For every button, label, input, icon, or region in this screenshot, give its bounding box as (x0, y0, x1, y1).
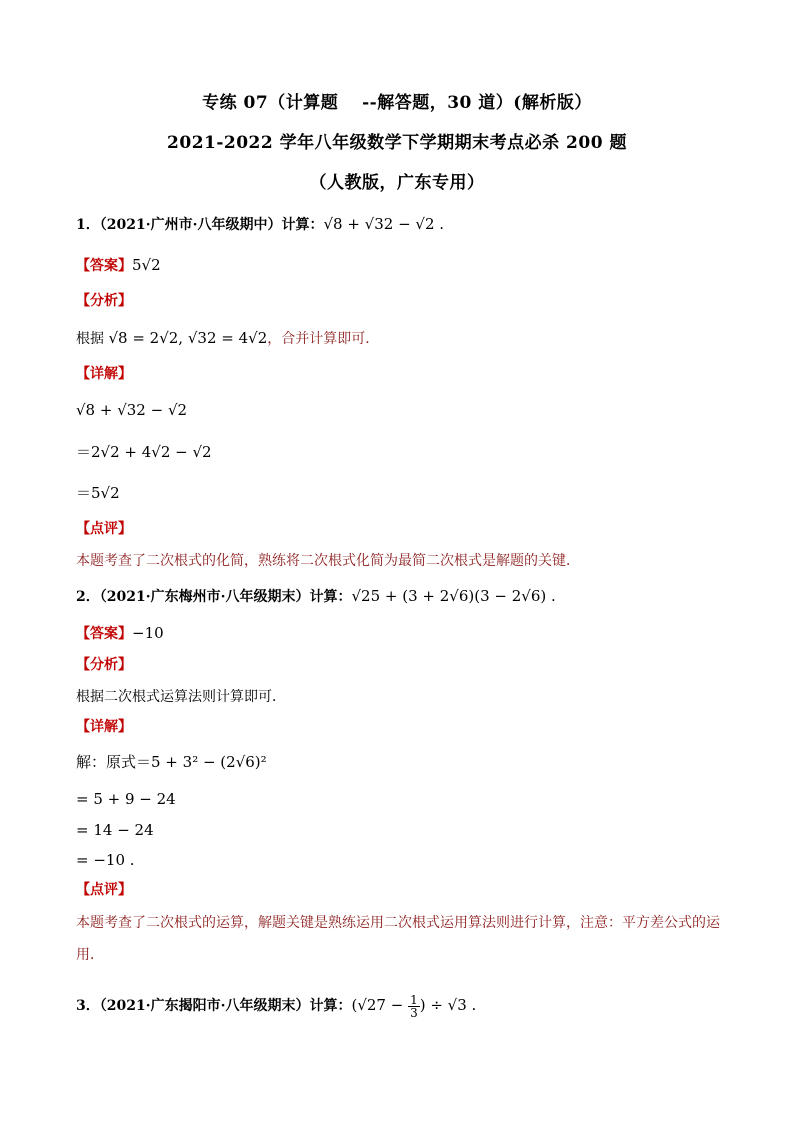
problem-2-step-3: = 14 − 24 (76, 821, 154, 839)
answer-label: 【答案】 (76, 626, 132, 642)
problem-2-question (76, 586, 556, 607)
header-title-line1: 专练 07（计算题 --解答题，30 道）(解析版） (202, 93, 592, 113)
problem-expression: √8 + √32 − √2 . (323, 215, 445, 233)
problem-1-step-2: ＝2√2 + 4√2 − √2 (76, 443, 212, 461)
problem-1-answer (76, 255, 161, 276)
analysis-math: √8 = 2√2, √32 = 4√2 (108, 329, 268, 347)
problem-1-detail-label: 【详解】 (76, 366, 132, 382)
problem-2-detail-label: 【详解】 (76, 719, 132, 735)
answer-value: 5√2 (132, 256, 161, 274)
problem-source: （2021·广东梅州市·八年级期末）计算： (99, 589, 352, 605)
analysis-suffix: ，合并计算即可． (267, 331, 380, 347)
problem-2-analysis: 根据二次根式运算法则计算即可． (76, 689, 286, 705)
problem-1-step-1: √8 + √32 − √2 (76, 401, 188, 419)
problem-source: （2021·广州市·八年级期中）计算： (99, 217, 324, 233)
fraction-denominator: 3 (410, 1005, 418, 1020)
problem-2-comment-line2: 用． (76, 947, 104, 963)
problem-2-comment-label: 【点评】 (76, 882, 132, 898)
problem-2-step-1: 解：原式＝5 + 3² − (2√6)² (76, 753, 267, 771)
problem-number: 2． (76, 589, 100, 605)
problem-expression-close: ) ÷ √3 . (419, 996, 477, 1014)
analysis-prefix: 根据 (76, 331, 109, 347)
problem-1-comment: 本题考查了二次根式的化简，熟练将二次根式化简为最简二次根式是解题的关键． (76, 553, 580, 569)
fraction (408, 994, 420, 1019)
problem-2-step-2: = 5 + 9 − 24 (76, 790, 176, 808)
problem-1-question (76, 214, 444, 235)
problem-1-analysis-label: 【分析】 (76, 293, 132, 309)
problem-1-analysis (76, 328, 379, 349)
problem-3-question (76, 988, 476, 1023)
fraction-numerator: 1 (410, 992, 418, 1007)
problem-expression-open: (√27 − (351, 996, 409, 1014)
problem-2-step-4: = −10 . (76, 851, 135, 869)
problem-2-answer (76, 623, 164, 644)
header-title-line3: （人教版，广东专用） (309, 173, 485, 193)
answer-label: 【答案】 (76, 258, 132, 274)
answer-value: −10 (132, 624, 164, 642)
problem-number: 1． (76, 217, 100, 233)
problem-source: （2021·广东揭阳市·八年级期末）计算： (99, 998, 352, 1014)
problem-1-comment-label: 【点评】 (76, 521, 132, 537)
problem-2-comment-line1: 本题考查了二次根式的运算，解题关键是熟练运用二次根式运用算法则进行计算，注意：平方差公式的运 (76, 915, 720, 931)
header-title-line2: 2021-2022 学年八年级数学下学期期末考点必杀 200 题 (167, 133, 627, 153)
problem-2-analysis-label: 【分析】 (76, 657, 132, 673)
problem-expression: √25 + (3 + 2√6)(3 − 2√6) . (351, 587, 556, 605)
problem-1-step-3: ＝5√2 (76, 484, 120, 502)
problem-number: 3． (76, 998, 100, 1014)
